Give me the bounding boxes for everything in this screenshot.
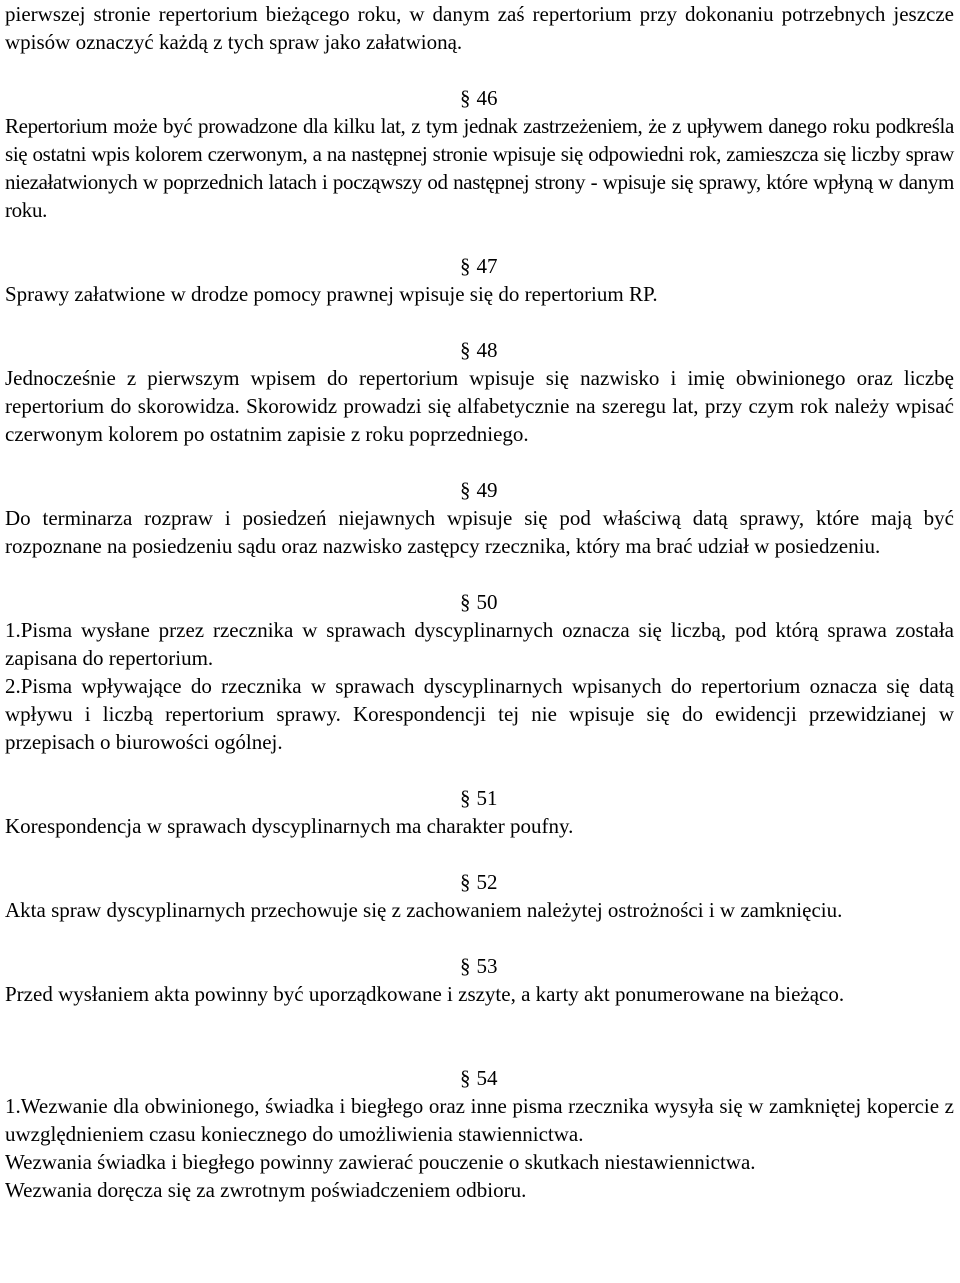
section-paragraph: Przed wysłaniem akta powinny być uporządkowane i zszyte, a karty akt ponumerowane na bieżąco. [5,982,845,1006]
section-54 [5,1064,954,1204]
section-symbol: § [460,870,471,894]
section-heading [5,252,954,280]
section-symbol: § [460,254,471,278]
section-47 [5,252,954,308]
section-paragraph: 1.Wezwanie dla obwinionego, świadka i biegłego oraz inne pisma rzecznika wysyła się w zamkniętej kopercie z uwzględnieniem czasu koniecznego do umożliwienia stawiennictwa. [5,1094,954,1146]
section-paragraph: Sprawy załatwione w drodze pomocy prawnej wpisuje się do repertorium RP. [5,282,658,306]
section-symbol: § [460,954,471,978]
intro-paragraph: pierwszej stronie repertorium bieżącego roku, w danym zaś repertorium przy dokonaniu potrzebnych jeszcze wpisów oznaczyć każdą z tych spraw jako załatwioną. [5,2,954,54]
section-paragraph: Jednocześnie z pierwszym wpisem do repertorium wpisuje się nazwisko i imię obwinionego oraz liczbę repertorium do skorowidza. Skorowidz prowadzi się alfabetycznie na szeregu lat, przy czym rok należy wpisać czerwonym kolorem po ostatnim zapisie z roku poprzedniego. [5,366,954,446]
section-number: 53 [476,954,498,978]
section-52 [5,868,954,924]
section-number: 51 [476,786,498,810]
section-number: 46 [476,86,498,110]
section-number: 49 [476,478,498,502]
section-heading [5,1064,954,1092]
section-symbol: § [460,478,471,502]
section-paragraph: 2.Pisma wpływające do rzecznika w sprawach dyscyplinarnych wpisanych do repertorium oznacza się datą wpływu i liczbą repertorium sprawy. Korespondencji tej nie wpisuje się do ewidencji przewidzianej w przepisach o biurowości ogólnej. [5,674,954,754]
section-number: 52 [476,870,498,894]
section-symbol: § [460,590,471,614]
section-symbol: § [460,86,471,110]
section-heading [5,476,954,504]
section-symbol: § [460,1066,471,1090]
section-paragraph: Do terminarza rozpraw i posiedzeń niejawnych wpisuje się pod właściwą datą sprawy, które mają być rozpoznane na posiedzeniu sądu oraz nazwisko zastępcy rzecznika, który ma brać udział w posiedzeniu. [5,506,954,558]
section-number: 47 [476,254,498,278]
section-53 [5,952,954,1008]
section-46 [5,84,954,224]
section-48 [5,336,954,448]
section-paragraph: Korespondencja w sprawach dyscyplinarnych ma charakter poufny. [5,814,574,838]
section-number: 50 [476,590,498,614]
section-number: 54 [476,1066,498,1090]
section-heading [5,588,954,616]
section-paragraph: Repertorium może być prowadzone dla kilku lat, z tym jednak zastrzeżeniem, że z upływem danego roku podkreśla się ostatni wpis kolorem czerwonym, a na następnej stronie wpisuje się odpowiedni rok, zamieszcza się liczby spraw niezałatwionych w poprzednich latach i począwszy od następnej strony - wpisuje się sprawy, które wpłyną w danym roku. [5,114,954,222]
section-number: 48 [476,338,498,362]
section-symbol: § [460,786,471,810]
section-paragraph: 1.Pisma wysłane przez rzecznika w sprawach dyscyplinarnych oznacza się liczbą, pod którą sprawa została zapisana do repertorium. [5,618,954,670]
section-paragraph: Wezwania świadka i biegłego powinny zawierać pouczenie o skutkach niestawiennictwa. [5,1150,756,1174]
section-paragraph: Wezwania doręcza się za zwrotnym poświadczeniem odbioru. [5,1178,527,1202]
section-heading [5,868,954,896]
section-51 [5,784,954,840]
section-50 [5,588,954,756]
section-49 [5,476,954,560]
section-paragraph: Akta spraw dyscyplinarnych przechowuje się z zachowaniem należytej ostrożności i w zamknięciu. [5,898,843,922]
section-heading [5,336,954,364]
section-symbol: § [460,338,471,362]
section-heading [5,952,954,980]
section-heading [5,784,954,812]
section-heading [5,84,954,112]
